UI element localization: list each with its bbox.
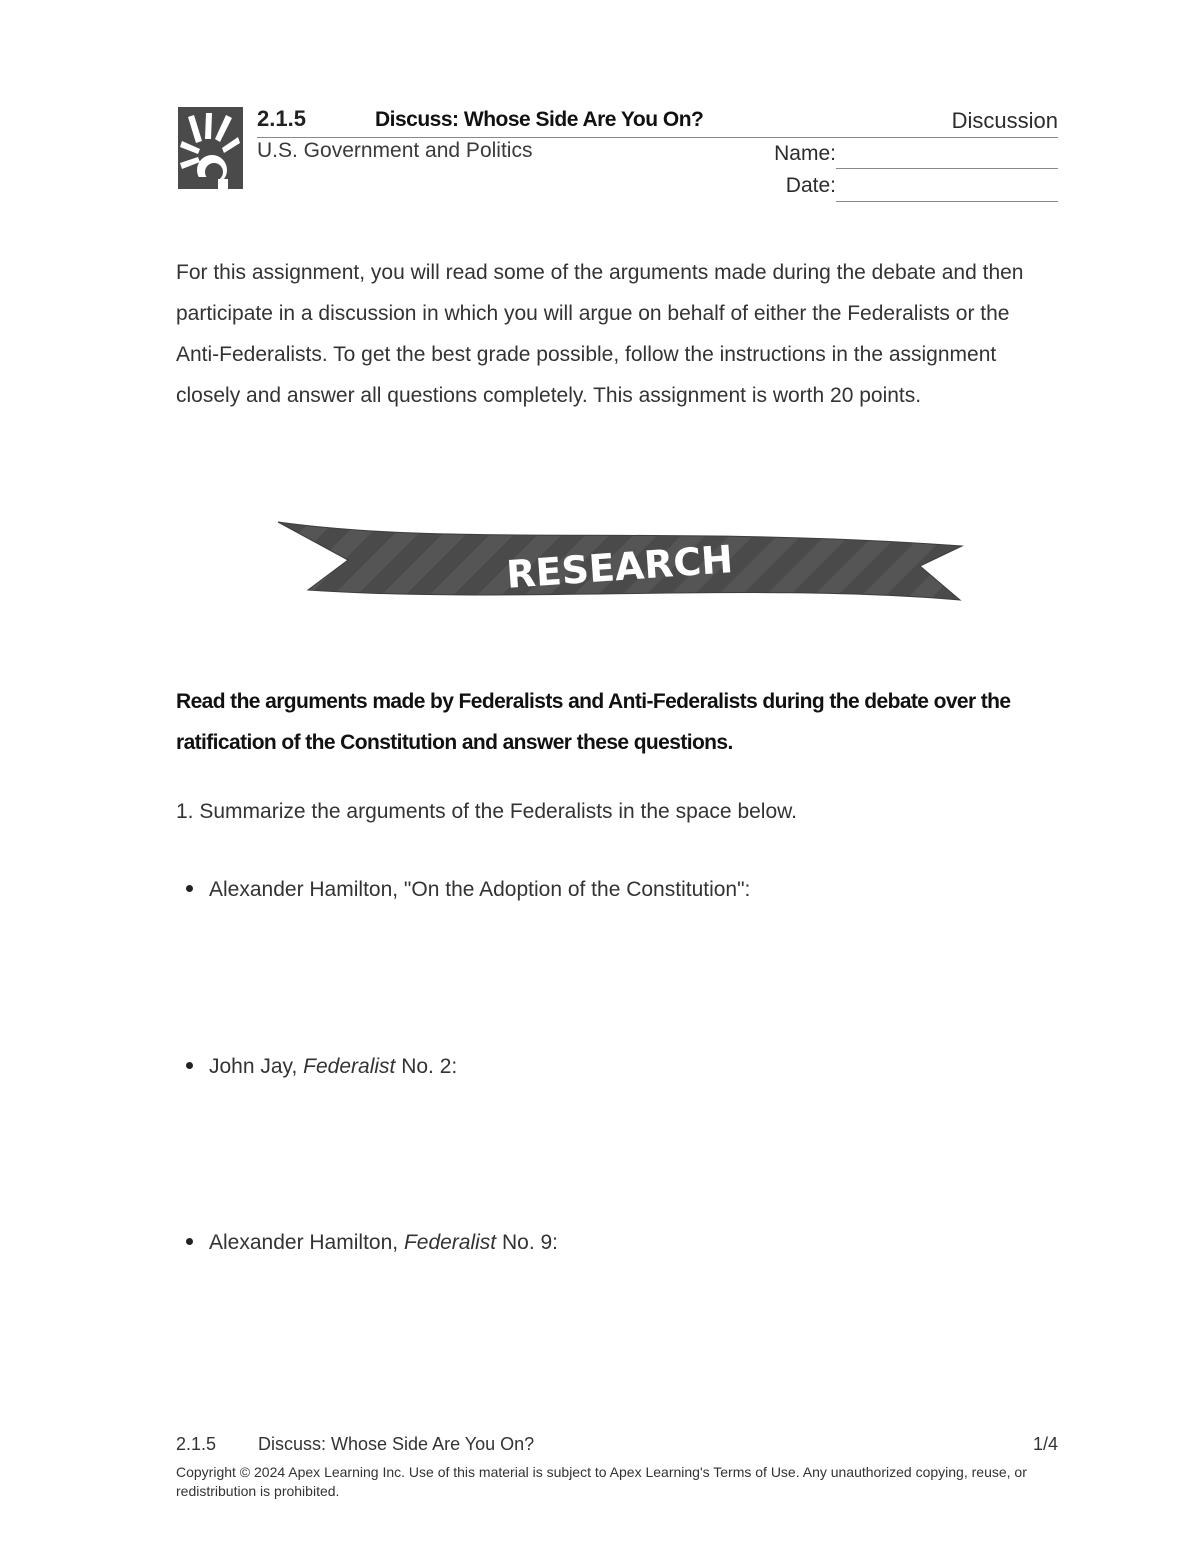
banner-label: RESEARCH — [504, 537, 735, 597]
bullet-italic-text: Federalist — [403, 1231, 497, 1254]
name-field-line[interactable] — [836, 168, 1058, 169]
lesson-number: 2.1.5 — [257, 106, 306, 131]
question-1: 1. Summarize the arguments of the Federalists in the space below. — [176, 800, 797, 823]
list-item — [186, 878, 750, 902]
bullet-text: John Jay, — [209, 1055, 304, 1078]
header-divider — [257, 137, 1058, 138]
date-label: Date: — [785, 174, 836, 197]
course-name: U.S. Government and Politics — [257, 139, 533, 162]
research-banner — [272, 512, 966, 612]
copyright-notice: Copyright © 2024 Apex Learning Inc. Use of this material is subject to Apex Learning's Terms of Use. Any unauthorized copying, reuse, or redistribution is prohibited. — [176, 1464, 1027, 1499]
bullet-icon — [186, 1238, 193, 1245]
bullet-text: Alexander Hamilton, "On the Adoption of the Constitution": — [209, 878, 751, 901]
bullet-text-suffix: No. 9: — [496, 1231, 559, 1254]
bullet-icon — [186, 1062, 193, 1069]
bullet-text-suffix: No. 2: — [395, 1055, 458, 1078]
date-field-line[interactable] — [836, 201, 1058, 202]
bullet-icon — [186, 885, 193, 892]
bullet-italic-text: Federalist — [303, 1055, 396, 1078]
list-item — [186, 1231, 558, 1255]
list-item — [186, 1055, 457, 1079]
page-number: 1/4 — [1032, 1434, 1058, 1454]
lesson-type: Discussion — [951, 108, 1058, 133]
section-instructions: Read the arguments made by Federalists and Anti-Federalists during the debate over the ratification of the Constitution and answer these questions. — [176, 690, 1011, 754]
footer-lesson-title: Discuss: Whose Side Are You On? — [258, 1434, 535, 1454]
intro-paragraph: For this assignment, you will read some of the arguments made during the debate and then participate in a discussion in which you will argue on behalf of either the Federalists or the Anti-Federalists. To get the best grade possible, follow the instructions in the assignment closely and answer all questions completely. This assignment is worth 20 points. — [176, 261, 1024, 407]
footer-lesson-number: 2.1.5 — [176, 1434, 217, 1454]
bullet-text: Alexander Hamilton, — [209, 1231, 404, 1254]
apex-learning-logo-icon — [178, 107, 243, 189]
name-label: Name: — [774, 142, 836, 165]
lesson-title: Discuss: Whose Side Are You On? — [375, 108, 704, 131]
